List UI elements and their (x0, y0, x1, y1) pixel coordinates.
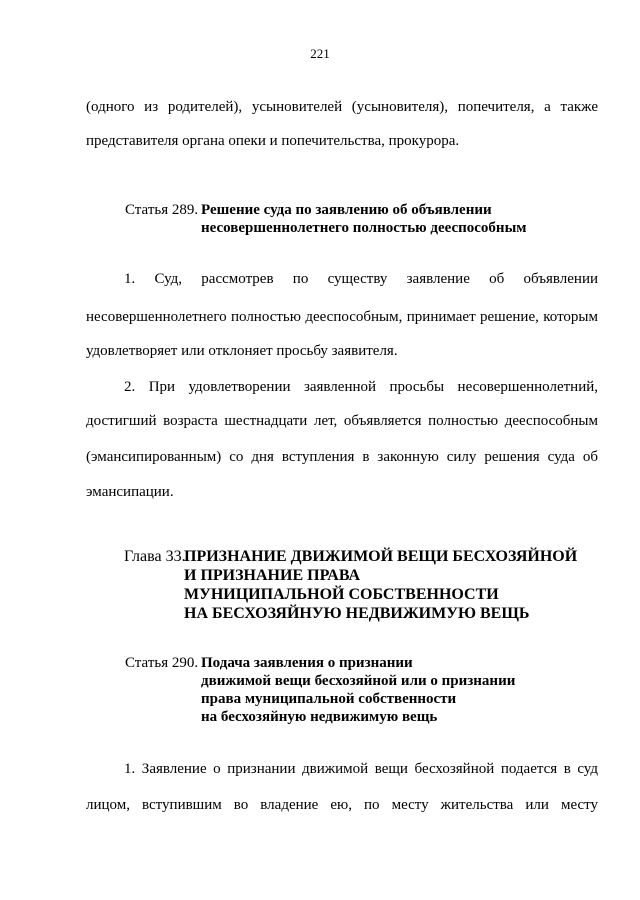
chapter-33-title-line: НА БЕСХОЗЯЙНУЮ НЕДВИЖИМУЮ ВЕЩЬ (184, 605, 530, 622)
paragraph-line: 1. Заявление о признании движимой вещи бесхозяйной подается в суд (124, 761, 598, 777)
chapter-33-prefix: Глава 33. (124, 548, 186, 565)
paragraph-line: (одного из родителей), усыновителей (усыновителя), попечителя, а также (86, 99, 598, 115)
chapter-33-title-line: И ПРИЗНАНИЕ ПРАВА (184, 567, 361, 584)
article-290-title-line: на бесхозяйную недвижимую вещь (201, 709, 438, 725)
article-289-prefix: Статья 289. (125, 202, 199, 218)
paragraph-line: представителя органа опеки и попечительства, прокурора. (86, 133, 460, 149)
page-number: 221 (310, 46, 330, 61)
chapter-33-title-line: ПРИЗНАНИЕ ДВИЖИМОЙ ВЕЩИ БЕСХОЗЯЙНОЙ (184, 548, 578, 565)
article-289-title-line: Решение суда по заявлению об объявлении (201, 202, 492, 218)
article-290-prefix: Статья 290. (125, 655, 199, 671)
paragraph-line: достигший возраста шестнадцати лет, объявляется полностью дееспособным (86, 413, 598, 429)
paragraph-line: эмансипации. (86, 484, 174, 500)
paragraph-line: удовлетворяет или отклоняет просьбу заявителя. (86, 343, 398, 359)
paragraph-line: несовершеннолетнего полностью дееспособным, принимает решение, которым (86, 309, 598, 325)
article-290-title-line: движимой вещи бесхозяйной или о признании (201, 673, 516, 689)
paragraph-line: 2. При удовлетворении заявленной просьбы несовершеннолетний, (124, 379, 598, 395)
paragraph-line: 1. Суд, рассмотрев по существу заявление об объявлении (124, 271, 598, 287)
article-290-title-line: права муниципальной собственности (201, 691, 457, 707)
chapter-33-title-line: МУНИЦИПАЛЬНОЙ СОБСТВЕННОСТИ (184, 586, 499, 603)
paragraph-line: (эмансипированным) со дня вступления в законную силу решения суда об (86, 449, 598, 465)
article-290-title-line: Подача заявления о признании (201, 655, 413, 671)
article-289-title-line: несовершеннолетнего полностью дееспособным (201, 220, 527, 236)
paragraph-line: лицом, вступившим во владение ею, по месту жительства или месту (86, 797, 598, 813)
